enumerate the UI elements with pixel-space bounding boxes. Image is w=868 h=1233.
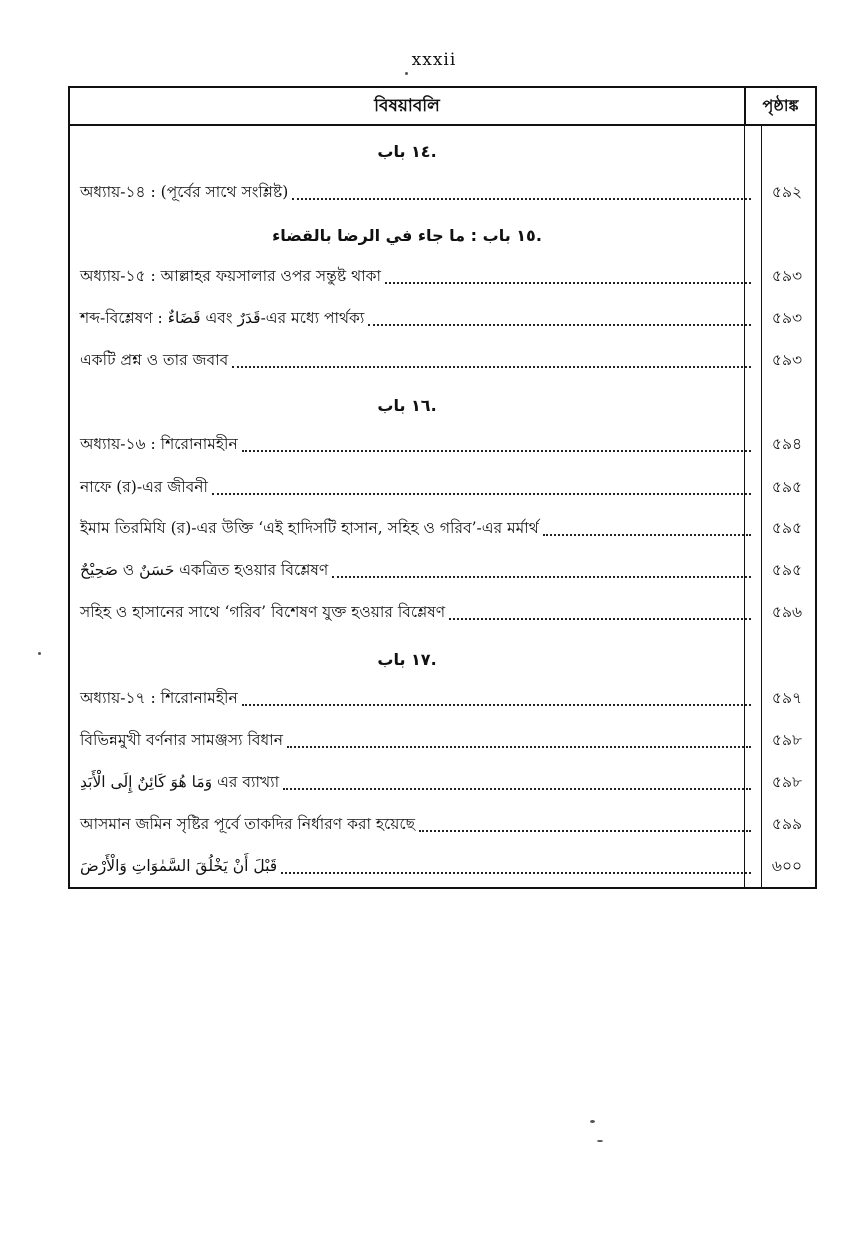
- scan-speck: [597, 1140, 603, 1142]
- toc-header-row: [70, 88, 815, 126]
- dot-leader: [232, 366, 751, 368]
- dot-leader: [212, 493, 751, 495]
- section-heading-16: .١٦ باب: [377, 396, 437, 415]
- toc-entry[interactable]: [70, 810, 815, 838]
- page-number: xxxii: [411, 50, 457, 70]
- entry-page-number: ৫৯৫: [771, 478, 803, 496]
- entry-page-number: ৫৯৪: [771, 435, 803, 453]
- dot-leader: [281, 872, 751, 874]
- toc-entry[interactable]: [70, 262, 815, 290]
- entry-page-number: ৫৯৮: [771, 773, 803, 791]
- entry-page-number: ৫৯৮: [771, 731, 803, 749]
- entry-page-number: ৫৯৭: [771, 689, 803, 707]
- dot-leader: [283, 788, 751, 790]
- entry-title: قَبْلَ أَنْ يَخْلُقَ السَّمٰوَاتِ وَالْأَرْضَ: [80, 857, 278, 875]
- toc-entry[interactable]: [70, 473, 815, 501]
- toc-entry[interactable]: [70, 726, 815, 754]
- dot-leader: [385, 282, 751, 284]
- dot-leader: [287, 746, 751, 748]
- section-heading-17: .١٧ باب: [377, 650, 437, 669]
- scan-speck: [405, 72, 408, 75]
- toc-entry[interactable]: [70, 514, 815, 542]
- entry-title: আসমান জমিন সৃষ্টির পূর্বে তাকদির নির্ধারণ করা হয়েছে: [80, 815, 416, 833]
- dot-leader: [242, 450, 751, 452]
- entry-title: অধ্যায়-১৭ : শিরোনামহীন: [80, 689, 238, 707]
- dot-leader: [332, 576, 751, 578]
- scan-speck: [38, 652, 41, 655]
- entry-page-number: ৫৯৩: [771, 351, 803, 369]
- entry-title: বিভিন্নমুখী বর্ণনার সামঞ্জস্য বিধান: [80, 731, 283, 749]
- entry-page-number: ৫৯৫: [771, 561, 803, 579]
- toc-entry[interactable]: [70, 430, 815, 458]
- entry-page-number: ৫৯৯: [771, 815, 803, 833]
- entry-page-number: ৫৯৩: [771, 267, 803, 285]
- entry-title: অধ্যায়-১৬ : শিরোনামহীন: [80, 435, 238, 453]
- entry-page-number: ৫৯৬: [771, 603, 803, 621]
- toc-entry[interactable]: [70, 768, 815, 796]
- dot-leader: [292, 198, 751, 200]
- page-column-header: পৃষ্ঠাঙ্ক: [744, 88, 815, 124]
- dot-leader: [449, 618, 751, 620]
- toc-entry[interactable]: [70, 684, 815, 712]
- scan-speck: [590, 1120, 595, 1123]
- entry-page-number: ৫৯২: [771, 183, 803, 201]
- entry-page-number: ৫৯৩: [771, 309, 803, 327]
- entry-title: শব্দ-বিশ্লেষণ : قَضَاءٌ এবং قَدَرٌ-এর মধ্যে পার্থক্য: [80, 309, 365, 327]
- entry-title: সহিহ ও হাসানের সাথে ‘গরিব’ বিশেষণ যুক্ত হওয়ার বিশ্লেষণ: [80, 603, 446, 621]
- entry-title: অধ্যায়-১৫ : আল্লাহর ফয়সালার ওপর সন্তুষ্ট থাকা: [80, 267, 381, 285]
- entry-title: صَحِيْحٌ ও حَسَنٌ একত্রিত হওয়ার বিশ্লেষণ: [80, 561, 329, 579]
- toc-entry[interactable]: [70, 346, 815, 374]
- entry-page-number: ৬০০: [771, 857, 803, 875]
- entry-title: ইমাম তিরমিযি (র)-এর উক্তি ‘এই হাদিসটি হাসান, সহিহ ও গরিব’-এর মর্মার্থ: [80, 519, 539, 537]
- entry-title: وَمَا هُوَ كَائِنٌ إِلَى الْأَبَدِ এর ব্যাখ্যা: [80, 773, 280, 791]
- entry-title: একটি প্রশ্ন ও তার জবাব: [80, 351, 229, 369]
- section-heading-14: .١٤ باب: [377, 142, 437, 161]
- entry-title: নাফে (র)-এর জীবনী: [80, 478, 208, 496]
- dot-leader: [368, 324, 751, 326]
- dot-leader: [543, 534, 751, 536]
- subject-column-header: বিষয়াবলি: [374, 96, 440, 116]
- toc-entry[interactable]: [70, 304, 815, 332]
- dot-leader: [242, 704, 751, 706]
- toc-entry[interactable]: [70, 178, 815, 206]
- entry-page-number: ৫৯৫: [771, 519, 803, 537]
- section-heading-15: .١٥ باب : ما جاء في الرضا بالقضاء: [272, 226, 542, 245]
- toc-entry[interactable]: [70, 556, 815, 584]
- dot-leader: [419, 830, 751, 832]
- toc-entry[interactable]: [70, 852, 815, 880]
- entry-title: অধ্যায়-১৪ : (পূর্বের সাথে সংশ্লিষ্ট): [80, 183, 289, 201]
- toc-entry[interactable]: [70, 598, 815, 626]
- table-of-contents: [68, 86, 817, 889]
